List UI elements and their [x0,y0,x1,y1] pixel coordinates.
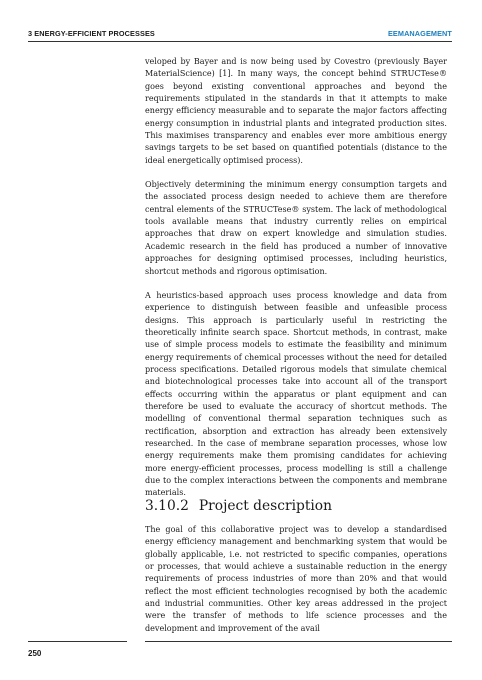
footer-rule-left [28,641,127,642]
body-text [145,56,447,512]
chapter-title: 3 ENERGY-EFFICIENT PROCESSES [28,29,155,38]
paragraph-4: The goal of this collaborative project was to develop a standardised energy efficiency management and benchmarking system that would be globally applicable, i.e. not restricted to specific companies, operations or processes, that would achieve a sustainable reduction in the energy requirements of process industries of more than 20% and that would reflect the most efficient technologies recognised by both the academic and industrial communities. Other key areas addressed in the project were the transfer of methods to life science processes and the development and improvement of the avail [145,525,447,633]
section-number: 3.10.2 [145,498,189,514]
page-number: 250 [28,649,42,658]
section-heading [145,497,447,515]
paragraph-1: veloped by Bayer and is now being used by Covestro (previously Bayer MaterialScience) [1]. In many ways, the concept behind STRUCTese® goes beyond existing conventional approaches and beyond the requirements stipulated in the standards in that it attempts to make energy efficiency measurable and to separate the major factors affecting energy consumption in industrial plants and integrated production sites. This maximises transparency and enables ever more ambitious energy savings targets to be set based on quantified potentials (distance to the ideal energetically optimised process). [145,57,447,165]
header-rule [28,41,452,42]
running-header [28,29,452,41]
section-title: Project description [198,498,332,514]
section-label: EEMANAGEMENT [387,29,452,38]
footer-rule-right [145,641,452,642]
paragraph-2: Objectively determining the minimum energy consumption targets and the associated process design needed to achieve them are therefore central elements of the STRUCTese® system. The lack of methodological tools available means that industry currently relies on empirical approaches that draw on expert knowledge and simulation studies. Academic research in the field has produced a number of innovative approaches for designing optimised processes, including heuristics, shortcut methods and rigorous optimisation. [145,180,447,276]
body-text-continued [145,524,447,647]
paragraph-3: A heuristics-based approach uses process knowledge and data from experience to distinguish between feasible and unfeasible process designs. This approach is particularly useful in restricting the theoretically infinite search space. Shortcut methods, in contrast, make use of simple process models to estimate the feasibility and minimum energy requirements of chemical processes without the need for detailed process specifications. Detailed rigorous models that simulate chemical and biotechnological processes take into account all of the transport effects occurring within the apparatus or plant equipment and can therefore be used to evaluate the accuracy of shortcut methods. The modelling of conventional thermal separation techniques such as rectification, absorption and extraction has already been extensively researched. In the case of membrane separation processes, whose low energy requirements make them promising candidates for achieving more energy-efficient processes, process modelling is still a challenge due to the complex interactions between the components and membrane materials. [145,290,447,498]
